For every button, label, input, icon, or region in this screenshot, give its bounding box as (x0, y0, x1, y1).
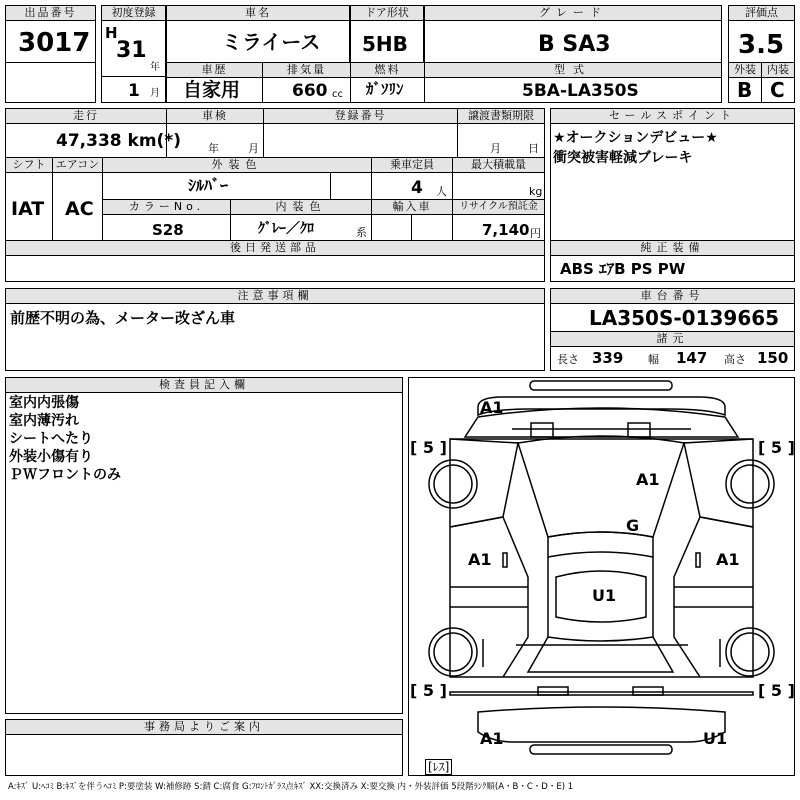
first-reg-divider (101, 76, 166, 77)
door-type: 5HB (362, 32, 408, 56)
cc-unit: cc (332, 89, 343, 100)
tire-rear-left: [ 5 ] (410, 681, 447, 700)
grade-header: グレード (424, 5, 722, 21)
tire-front-right: [ 5 ] (758, 438, 795, 457)
exterior-grade: B (737, 78, 753, 102)
reg-no-header: 登録番号 (263, 108, 458, 124)
inspector-note-item: 室内薄汚れ (9, 413, 79, 429)
exterior-header: 外装 (728, 62, 762, 78)
capacity: 4 (411, 178, 423, 198)
ext-color-header: 外装色 (102, 157, 372, 173)
shift-header: シフト (5, 157, 53, 173)
transfer-month: 月 (490, 142, 501, 155)
sales-point-item: 衝突被害軽減ブレーキ (553, 150, 693, 166)
fuel-header: 燃料 (350, 62, 425, 78)
height: 150 (757, 349, 789, 367)
dims-header: 諸元 (550, 331, 795, 347)
score-split (761, 62, 762, 103)
displacement-header: 排気量 (262, 62, 351, 78)
mark-rear-left: A1 (480, 729, 504, 748)
era: H (105, 24, 118, 42)
yen-unit: 円 (530, 227, 541, 240)
transfer-day: 日 (528, 142, 539, 155)
sep-model (424, 62, 425, 103)
mark-hood: A1 (636, 470, 660, 489)
mileage-header: 走行 (5, 108, 167, 124)
transfer-header: 譲渡書類期限 (457, 108, 545, 124)
capacity-header: 乗車定員 (371, 157, 453, 173)
year-unit: 年 (150, 62, 160, 73)
shaken-month: 月 (248, 142, 259, 155)
mark-front-bumper: A1 (480, 398, 504, 417)
inspector-note-item: 室内内張傷 (9, 395, 79, 411)
car-name: ミライース (222, 30, 321, 54)
inspector-note-item: シートへたり (9, 431, 93, 447)
color-no-header: カラーNo. (102, 199, 231, 215)
reg-month: 1 (128, 81, 140, 101)
width: 147 (676, 349, 708, 367)
int-color-header: 内装色 (230, 199, 372, 215)
first-reg-header: 初度登録 (101, 5, 166, 21)
lot-no-header: 出品番号 (5, 5, 96, 21)
model-code: 5BA-LA350S (522, 81, 639, 101)
door-header: ドア形状 (350, 5, 424, 21)
aircon-header: エアコン (52, 157, 103, 173)
inspector-note-item: 外装小傷有り (9, 449, 93, 465)
reg-year: 31 (116, 38, 147, 63)
person-unit: 人 (436, 185, 447, 198)
score: 3.5 (738, 30, 785, 60)
notes-text: 前歴不明の為、メーター改ざん車 (10, 309, 236, 327)
tire-front-left: [ 5 ] (410, 438, 447, 457)
interior-header: 内装 (761, 62, 795, 78)
chassis-number: LA350S-0139665 (589, 306, 780, 330)
ext-color: ｼﾙﾊﾞｰ (188, 176, 229, 195)
tire-rear-right: [ 5 ] (758, 681, 795, 700)
max-load-header: 最大積載量 (452, 157, 545, 173)
length: 339 (592, 349, 624, 367)
chassis-header: 車台番号 (550, 288, 795, 304)
month-unit: 月 (150, 88, 160, 99)
notes-header: 注意事項欄 (5, 288, 545, 304)
interior-grade: C (770, 78, 785, 102)
lot-number: 3017 (18, 28, 91, 58)
mark-right-door: A1 (716, 550, 740, 569)
import-header: 輸入車 (371, 199, 453, 215)
recycle-header: リサイクル預託金 (452, 199, 545, 215)
sales-point-list (553, 128, 793, 168)
shaken-header: 車検 (166, 108, 264, 124)
car-diagram (408, 377, 795, 776)
fuel: ｶﾞｿﾘﾝ (366, 80, 404, 98)
sales-point-item: ★オークションデビュー★ (553, 130, 718, 146)
spare-tire: [ﾚｽ] (425, 759, 452, 775)
inspector-header: 検査員記入欄 (5, 377, 403, 393)
inspector-notes (9, 394, 121, 484)
sep-fuel (350, 62, 351, 103)
int-color: ｸﾞﾚｰ／ｸﾛ (258, 221, 314, 237)
score-header: 評価点 (728, 5, 795, 21)
mark-rear-right: U1 (703, 729, 728, 748)
office-header: 事務局よりご案内 (5, 719, 403, 735)
inspector-note-item: ＰＷフロントのみ (9, 467, 121, 483)
kg-unit: kg (529, 185, 543, 198)
mileage: 47,338 km(*) (56, 131, 181, 151)
mark-windshield: G (626, 516, 640, 535)
history-header: 車歴 (166, 62, 263, 78)
genuine-header: 純正装備 (550, 240, 795, 256)
legend: A:ｷｽﾞ U:ﾍｺﾐ B:ｷｽﾞを伴うﾍｺﾐ P:要塗装 W:補修跡 S:錆 C:腐食 G:ﾌﾛﾝﾄｶﾞﾗｽ点ｷｽﾞ XX:交換済み X:要交換 内・外装評価 5段階ﾗﾝｸ順(A・B・C・D・E) 1 (8, 782, 574, 792)
history: 自家用 (183, 79, 241, 101)
shift: IAT (11, 198, 45, 220)
aircon: AC (65, 198, 94, 220)
grade: B SA3 (538, 32, 611, 57)
recycle: 7,140 (482, 221, 530, 239)
wid-label: 幅 (648, 353, 659, 366)
hgt-label: 高さ (724, 353, 746, 366)
len-label: 長さ (557, 353, 579, 366)
sep-import-inner (411, 215, 412, 241)
mark-roof: U1 (592, 586, 617, 605)
genuine-equipment: ABS ｴｱB PS PW (560, 260, 686, 278)
sep-color-inner (330, 173, 331, 199)
model-code-header: 型式 (424, 62, 722, 78)
lot-divider (5, 62, 96, 63)
car-name-header: 車名 (166, 5, 350, 21)
later-parts-header: 後日発送部品 (5, 240, 545, 256)
shaken-year: 年 (208, 142, 219, 155)
displacement: 660 (292, 81, 328, 101)
sales-point-header: セールスポイント (550, 108, 795, 124)
kei-unit: 系 (356, 226, 367, 239)
sep-disp (262, 62, 263, 103)
mark-left-door: A1 (468, 550, 492, 569)
color-no: S28 (152, 221, 184, 239)
